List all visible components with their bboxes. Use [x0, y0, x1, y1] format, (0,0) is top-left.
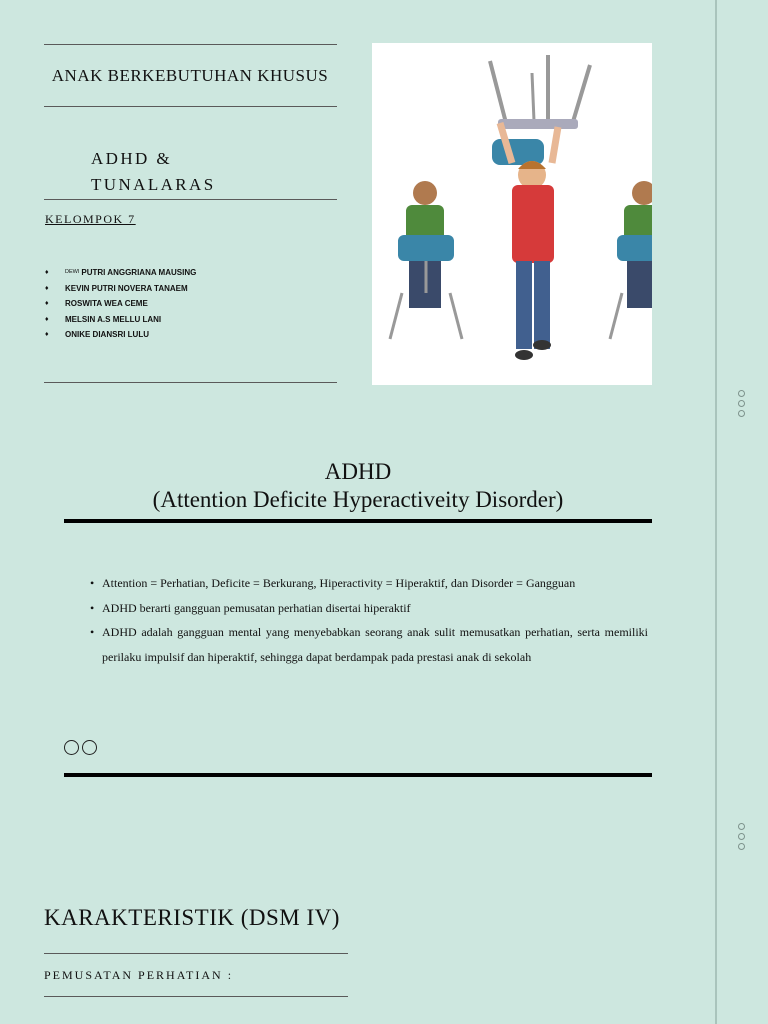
member-list	[45, 265, 196, 343]
divider	[44, 199, 337, 200]
heading-rule	[64, 519, 652, 523]
divider	[44, 382, 337, 383]
list-item: ♦ KEVIN PUTRI NOVERA TANAEM	[45, 281, 196, 297]
list-item: ♦ DEWI PUTRI ANGGRIANA MAUSING	[45, 265, 196, 281]
divider	[44, 996, 348, 997]
diamond-bullet-icon: ♦	[45, 269, 49, 276]
children-photo	[372, 43, 652, 385]
slide-divider-dots-icon	[738, 823, 746, 853]
adhd-heading: ADHD (Attention Deficite Hyperactiveity Disorder)	[152, 459, 564, 512]
list-item: • ADHD adalah gangguan mental yang menyebabkan seorang anak sulit memusatkan perhatian, serta memiliki perilaku impulsif dan hiperaktif, sehingga dapat berdampak pada prestasi anak di sekolah	[90, 620, 648, 669]
list-item: ♦ ROSWITA WEA CEME	[45, 296, 196, 312]
diamond-bullet-icon: ♦	[45, 284, 49, 292]
list-item: • Attention = Perhatian, Deficite = Berkurang, Hiperactivity = Hiperaktif, dan Disorder = Gangguan	[90, 571, 648, 596]
list-item: ♦ ONIKE DIANSRI LULU	[45, 327, 196, 343]
diamond-bullet-icon: ♦	[45, 315, 49, 323]
divider	[44, 106, 337, 107]
diamond-bullet-icon: ♦	[45, 331, 49, 339]
cover-title: ANAK BERKEBUTUHAN KHUSUS	[51, 66, 329, 85]
slide-divider-dots-icon	[738, 390, 746, 420]
divider	[44, 44, 337, 45]
adhd-bullet-list	[90, 571, 648, 669]
diamond-bullet-icon: ♦	[45, 300, 49, 308]
list-item: • ADHD berarti gangguan pemusatan perhatian disertai hiperaktif	[90, 596, 648, 621]
footer-rule	[64, 773, 652, 777]
right-margin-line	[715, 0, 717, 1024]
karakteristik-heading: KARAKTERISTIK (DSM IV)	[44, 905, 340, 930]
divider	[44, 953, 348, 954]
list-item: ♦ MELSIN A.S MELLU LANI	[45, 312, 196, 328]
group-label: KELOMPOK 7	[45, 212, 136, 226]
cover-subtitle: ADHD & TUNALARAS	[91, 149, 216, 194]
decorative-circles-icon	[64, 740, 97, 755]
pemusatan-subheading: PEMUSATAN PERHATIAN :	[44, 968, 234, 982]
